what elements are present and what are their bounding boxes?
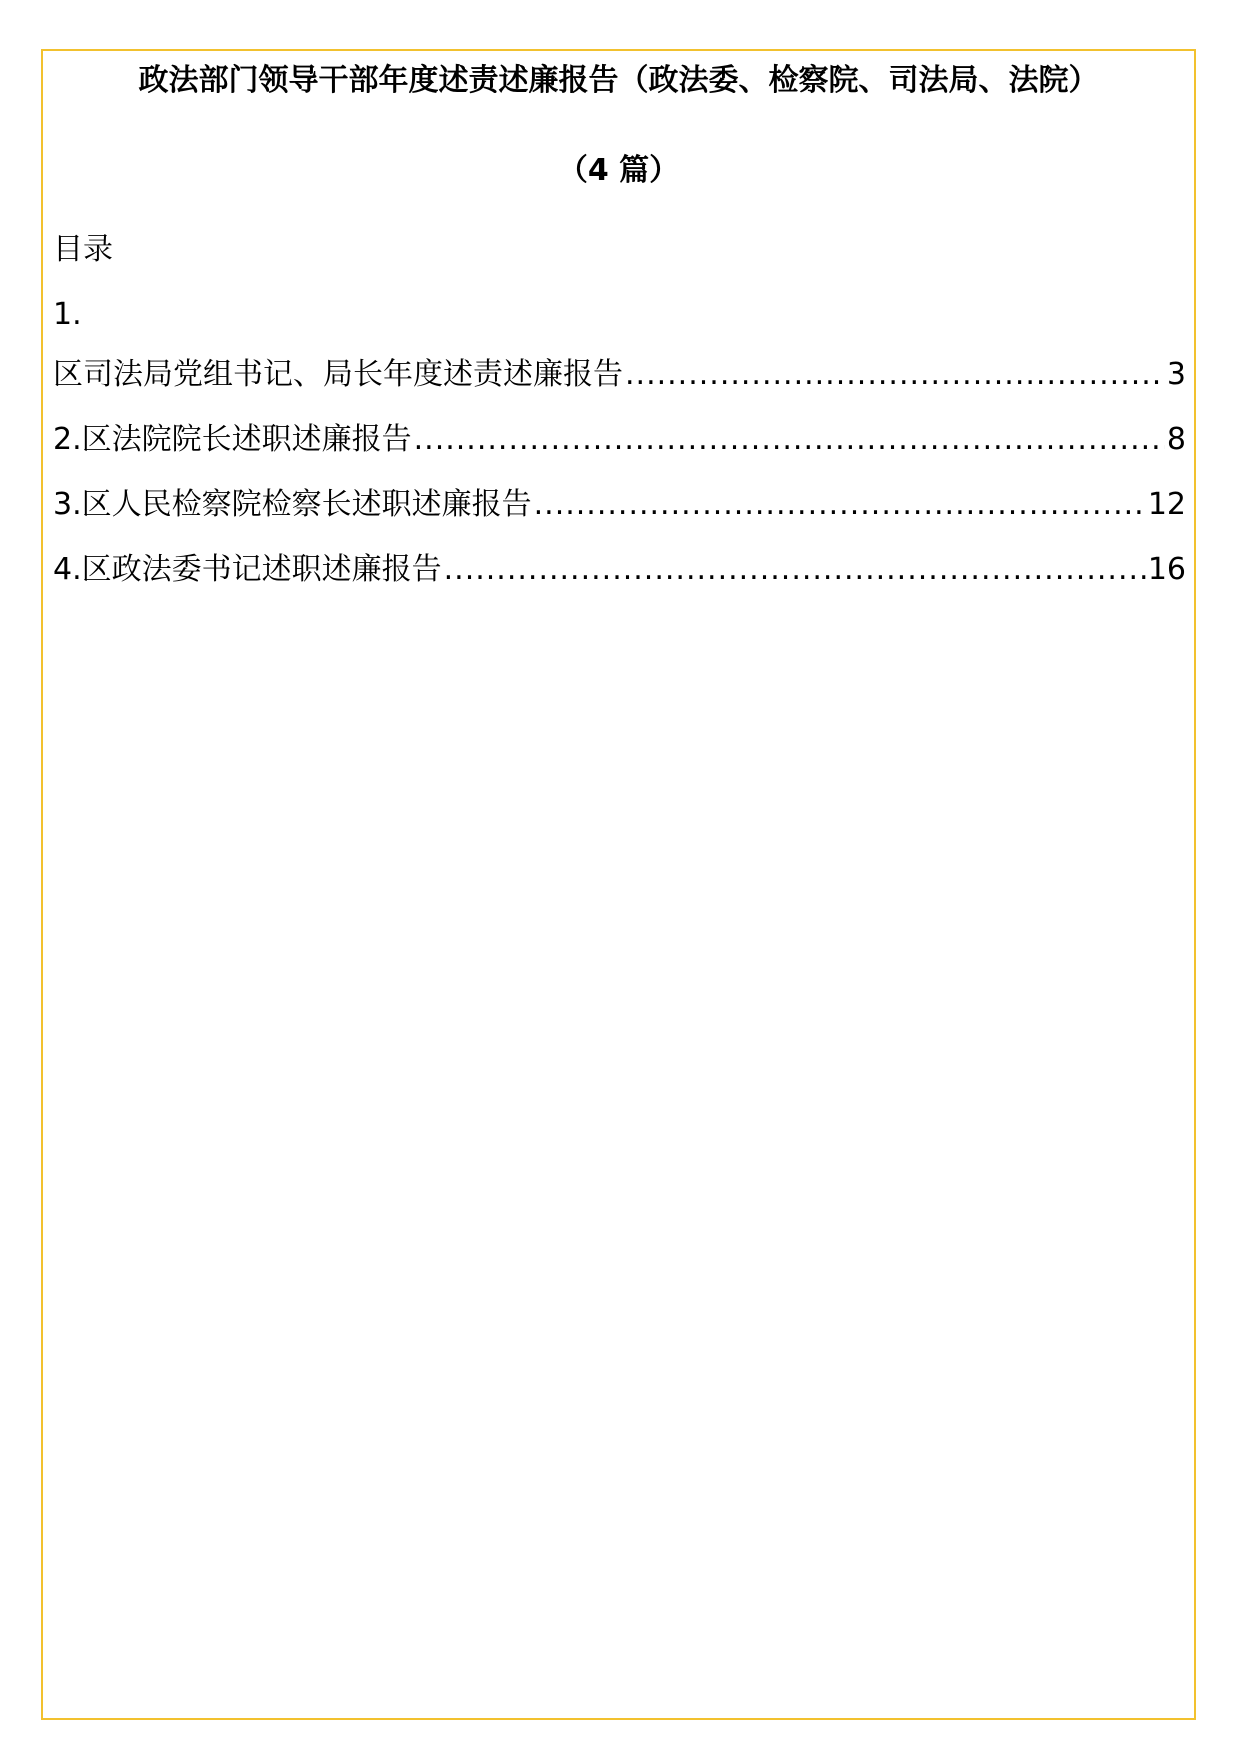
toc-item-number: 1. <box>53 297 82 332</box>
toc-item[interactable] <box>53 485 1186 525</box>
table-of-contents <box>53 355 1186 615</box>
toc-item-title: 2.区法院院长述职述廉报告 <box>53 422 412 457</box>
toc-leader-dots <box>625 355 1165 395</box>
toc-leader-dots <box>414 420 1165 460</box>
document-title: 政法部门领导干部年度述责述廉报告（政法委、检察院、司法局、法院） <box>138 63 1099 98</box>
toc-page-number: 16 <box>1147 552 1186 587</box>
page-border <box>41 49 1196 1720</box>
toc-leader-dots <box>444 550 1146 590</box>
toc-page-number: 8 <box>1166 422 1186 457</box>
toc-page-number: 3 <box>1166 357 1186 392</box>
document-subtitle: （4 篇） <box>557 153 680 188</box>
toc-item[interactable] <box>53 550 1186 590</box>
toc-heading: 目录 <box>53 232 113 267</box>
toc-leader-dots <box>534 485 1146 525</box>
toc-item-title: 区司法局党组书记、局长年度述责述廉报告 <box>53 357 623 392</box>
toc-item-title: 4.区政法委书记述职述廉报告 <box>53 552 442 587</box>
toc-item[interactable] <box>53 355 1186 395</box>
toc-item-title: 3.区人民检察院检察长述职述廉报告 <box>53 487 532 522</box>
toc-item[interactable] <box>53 420 1186 460</box>
toc-page-number: 12 <box>1147 487 1186 522</box>
